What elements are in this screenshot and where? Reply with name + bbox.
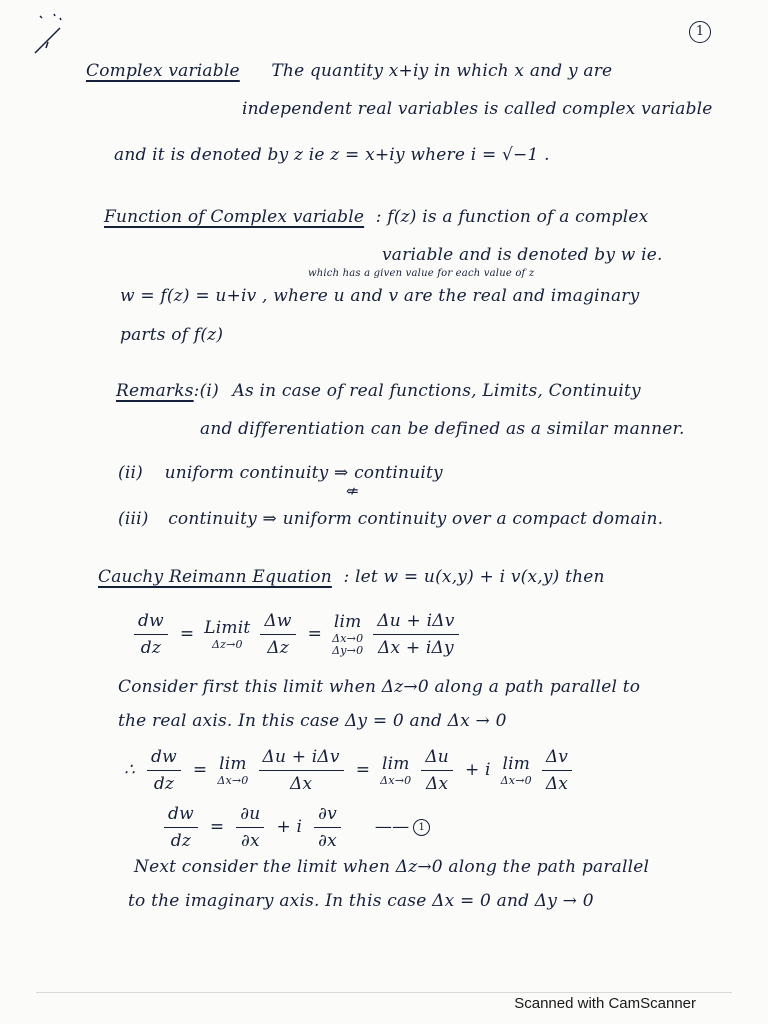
eq2-frac1-denominator: Δx — [289, 773, 313, 794]
function-line-3: w = f(z) = u+iv , where u and v are the real and imaginary — [120, 286, 640, 306]
function-line-1 — [104, 206, 648, 228]
equation-tag-1: 1 — [413, 819, 430, 836]
eq1-frac-1 — [260, 610, 295, 659]
consider-1-line-2: the real axis. In this case Δy = 0 and Δx → 0 — [118, 711, 507, 731]
eq2-limit-1 — [217, 753, 248, 787]
eq2-frac-3 — [542, 746, 572, 795]
eq2-limit-3 — [501, 753, 532, 787]
eq3-plus-i: + i — [276, 817, 303, 837]
remarks-line-1 — [116, 380, 641, 402]
remarks-item-2 — [118, 462, 443, 484]
eq3-frac1-numerator: ∂u — [236, 803, 264, 828]
eq1-frac2-numerator: Δu + iΔv — [373, 610, 458, 635]
function-line-2: variable and is denoted by w ie. — [382, 245, 663, 265]
eq2-frac3-numerator: Δv — [542, 746, 572, 771]
eq2-lhs-numerator: dw — [147, 746, 181, 771]
eq3-frac-1 — [236, 803, 264, 852]
eq2-plus-i: + i — [464, 760, 491, 780]
eq1-limit-2 — [332, 611, 363, 657]
eq1-limit2-sub-1: Δx→0 — [332, 632, 364, 645]
consider-2-line-1: Next consider the limit when Δz→0 along the path parallel — [134, 857, 650, 877]
eq3-frac-2 — [314, 803, 341, 852]
complex-variable-line-1 — [86, 60, 612, 82]
eq1-limit — [204, 617, 250, 651]
function-title: Function of Complex variable — [104, 207, 365, 227]
eq1-frac1-numerator: Δw — [260, 610, 295, 635]
eq2-limit2-word: lim — [381, 754, 410, 774]
remarks-item1-label: :(i) — [193, 381, 219, 401]
remarks-title: Remarks — [116, 381, 194, 401]
complex-variable-text-1: The quantity x+iy in which x and y are — [271, 61, 613, 81]
eq2-limit1-word: lim — [219, 754, 247, 774]
consider-2-line-2: to the imaginary axis. In this case Δx = 0 and Δy → 0 — [128, 891, 594, 911]
eq1-lhs-fraction — [134, 610, 168, 659]
eq1-lhs-denominator: dz — [140, 637, 162, 658]
cauchy-title: Cauchy Reimann Equation — [98, 567, 332, 587]
eq3-equals: = — [209, 817, 225, 837]
eq2-limit3-word: lim — [502, 754, 531, 774]
eq1-limit2-word: lim — [333, 612, 362, 632]
complex-variable-line-3: and it is denoted by z ie z = x+iy where i = √−1 . — [114, 145, 550, 165]
complex-variable-title: Complex variable — [86, 61, 240, 81]
remarks-item3-label: (iii) — [118, 509, 149, 529]
page-number: 1 — [689, 21, 711, 43]
eq2-frac-1 — [259, 746, 344, 795]
eq2-frac-2 — [421, 746, 453, 795]
eq2-equals-2: = — [355, 760, 371, 780]
eq3-lhs-fraction — [164, 803, 198, 852]
eq2-limit2-sub: Δx→0 — [380, 774, 412, 787]
remarks-item2-text: uniform continuity ⇒ continuity — [164, 463, 443, 483]
eq2-frac1-numerator: Δu + iΔv — [259, 746, 344, 771]
remarks-item2-label: (ii) — [118, 463, 143, 483]
eq1-limit-subscript: Δz→0 — [211, 638, 243, 651]
eq2-limit1-sub: Δx→0 — [217, 774, 249, 787]
eq1-equals-2: = — [307, 624, 323, 644]
eq1-lhs-numerator: dw — [134, 610, 168, 635]
cauchy-intro: : let w = u(x,y) + i v(x,y) then — [343, 567, 605, 587]
eq2-lhs-fraction — [147, 746, 181, 795]
pen-scribble-mark — [30, 8, 80, 58]
cauchy-equation-3 — [158, 802, 430, 852]
remarks-item1-text: As in case of real functions, Limits, Continuity — [232, 381, 641, 401]
eq1-limit-word: Limit — [204, 618, 251, 638]
eq3-frac2-numerator: ∂v — [314, 803, 341, 828]
complex-variable-line-2: independent real variables is called complex variable — [242, 99, 713, 119]
eq1-limit2-sub-2: Δy→0 — [332, 644, 364, 657]
remarks-line-2: and differentiation can be defined as a similar manner. — [200, 419, 685, 439]
eq2-limit-2 — [380, 753, 411, 787]
consider-1-line-1: Consider first this limit when Δz→0 along a path parallel to — [118, 677, 641, 697]
eq1-frac2-denominator: Δx + iΔy — [377, 637, 454, 658]
eq1-equals: = — [179, 624, 195, 644]
camscanner-footer: Scanned with CamScanner — [514, 995, 696, 1012]
eq1-frac1-denominator: Δz — [267, 637, 289, 658]
remarks-item-3 — [118, 508, 663, 530]
function-text-1: : f(z) is a function of a complex — [375, 207, 649, 227]
eq2-frac2-numerator: Δu — [421, 746, 453, 771]
eq3-lhs-numerator: dw — [164, 803, 198, 828]
eq2-frac3-denominator: Δx — [545, 773, 569, 794]
function-line-4: parts of f(z) — [120, 325, 224, 345]
function-annotation: which has a given value for each value of z — [308, 268, 535, 279]
cauchy-equation-1 — [128, 606, 465, 662]
eq1-frac-2 — [373, 610, 458, 659]
eq2-equals: = — [192, 760, 208, 780]
eq2-lhs-denominator: dz — [153, 773, 175, 794]
cauchy-equation-2 — [118, 740, 578, 800]
eq3-frac2-denominator: ∂x — [318, 830, 337, 851]
remarks-item2-converse-arrow: ⇍ — [346, 482, 359, 500]
page-bottom-edge — [36, 992, 732, 993]
eq3-lhs-denominator: dz — [170, 830, 192, 851]
eq3-dash: —— — [374, 817, 410, 837]
remarks-item3-text: continuity ⇒ uniform continuity over a compact domain. — [168, 509, 664, 529]
eq3-frac1-denominator: ∂x — [240, 830, 260, 851]
eq2-frac2-denominator: Δx — [426, 773, 449, 794]
therefore-symbol: ∴ — [124, 760, 136, 780]
cauchy-heading-line — [98, 566, 605, 588]
eq2-limit3-sub: Δx→0 — [500, 774, 532, 787]
